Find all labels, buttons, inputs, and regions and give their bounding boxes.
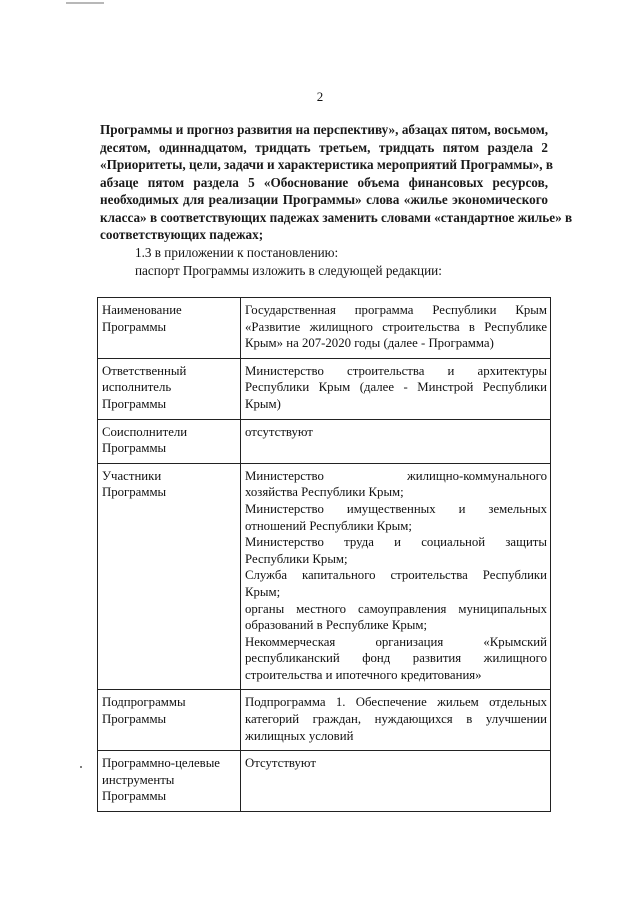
table-row	[98, 419, 551, 463]
value-line: «Развитие жилищного строительства в Республике	[245, 319, 547, 334]
passport-table	[97, 297, 551, 812]
intro-paragraph	[100, 121, 573, 244]
value-line: Республики Крым;	[245, 551, 348, 566]
value-line: Крым)	[245, 396, 281, 411]
label-line: Участники	[102, 468, 162, 483]
item-heading: 1.3 в приложении к постановлению:	[135, 245, 339, 260]
paragraph-line: десятом, одиннадцатом, тридцать третьем, тридцать пятом раздела 2	[100, 139, 548, 155]
row-label	[98, 463, 241, 690]
label-line: исполнитель	[102, 380, 172, 395]
label-line: Подпрограммы	[102, 695, 186, 710]
label-line: Наименование	[102, 303, 182, 317]
paragraph-line: класса» в соответствующих падежах заменить словами «стандартное жилье» в	[100, 209, 573, 225]
table-row	[98, 463, 551, 690]
row-value	[241, 751, 551, 812]
table-row	[98, 298, 551, 359]
scan-dot-artifact	[80, 766, 82, 768]
value-line: Министерство имущественных и земельных	[245, 501, 547, 516]
row-value	[241, 358, 551, 419]
label-line: Программно-целевые	[102, 756, 220, 771]
label-line: Ответственный	[102, 363, 187, 378]
scan-artifact	[66, 2, 104, 4]
row-label	[98, 690, 241, 751]
value-line: Отсутствуют	[245, 756, 316, 771]
value-line: Служба капитального строительства Республики	[245, 568, 547, 583]
table-row	[98, 751, 551, 812]
row-value	[241, 463, 551, 690]
row-label	[98, 298, 241, 359]
row-value	[241, 298, 551, 359]
value-line: Министерство труда и социальной защиты	[245, 535, 547, 550]
label-line: Программы	[102, 441, 167, 456]
value-line: Подпрограмма 1. Обеспечение жильем отдельных	[245, 695, 547, 710]
value-line: образований в Республике Крым;	[245, 618, 427, 633]
paragraph-line: необходимых для реализации Программы» слова «жилье экономического	[100, 192, 548, 207]
value-line: Министерство строительства и архитектуры	[245, 363, 547, 378]
label-line: Программы	[102, 319, 167, 334]
value-line: Крым» на 207-2020 годы (далее - Программа)	[245, 336, 494, 351]
value-line: Крым;	[245, 584, 281, 599]
paragraph-line: соответствующих падежах;	[100, 227, 264, 242]
value-line: категорий граждан, нуждающихся в улучшении	[245, 712, 547, 727]
table-row	[98, 690, 551, 751]
row-value	[241, 690, 551, 751]
label-line: инструменты	[102, 772, 175, 787]
row-label	[98, 358, 241, 419]
value-line: Министерство жилищно-коммунального	[245, 468, 547, 483]
value-line: жилищных условий	[245, 728, 354, 743]
row-value	[241, 419, 551, 463]
value-line: республиканский фонд развития жилищного	[245, 651, 547, 666]
paragraph-line: абзаце пятом раздела 5 «Обоснование объема финансовых ресурсов,	[100, 174, 548, 190]
value-line: отношений Республики Крым;	[245, 518, 412, 533]
item-subheading: паспорт Программы изложить в следующей редакции:	[135, 263, 442, 278]
table-row	[98, 358, 551, 419]
value-line: Некоммерческая организация «Крымский	[245, 634, 547, 649]
paragraph-line: «Приоритеты, цели, задачи и характеристика мероприятий Программы», в	[100, 157, 554, 172]
value-line: строительства и ипотечного кредитования»	[245, 667, 482, 682]
value-line: Государственная программа Республики Крым	[245, 303, 547, 317]
row-label	[98, 751, 241, 812]
row-label	[98, 419, 241, 463]
label-line: Программы	[102, 485, 167, 500]
value-line: хозяйства Республики Крым;	[245, 485, 404, 500]
value-line: органы местного самоуправления муниципальных	[245, 601, 547, 616]
label-line: Программы	[102, 712, 167, 727]
label-line: Программы	[102, 789, 167, 804]
page-number: 2	[316, 89, 324, 104]
label-line: Соисполнители	[102, 424, 188, 439]
value-line: отсутствуют	[245, 424, 313, 439]
paragraph-line: Программы и прогноз развития на перспективу», абзацах пятом, восьмом,	[100, 122, 548, 137]
label-line: Программы	[102, 396, 167, 411]
value-line: Республики Крым (далее - Минстрой Республики	[245, 380, 547, 395]
